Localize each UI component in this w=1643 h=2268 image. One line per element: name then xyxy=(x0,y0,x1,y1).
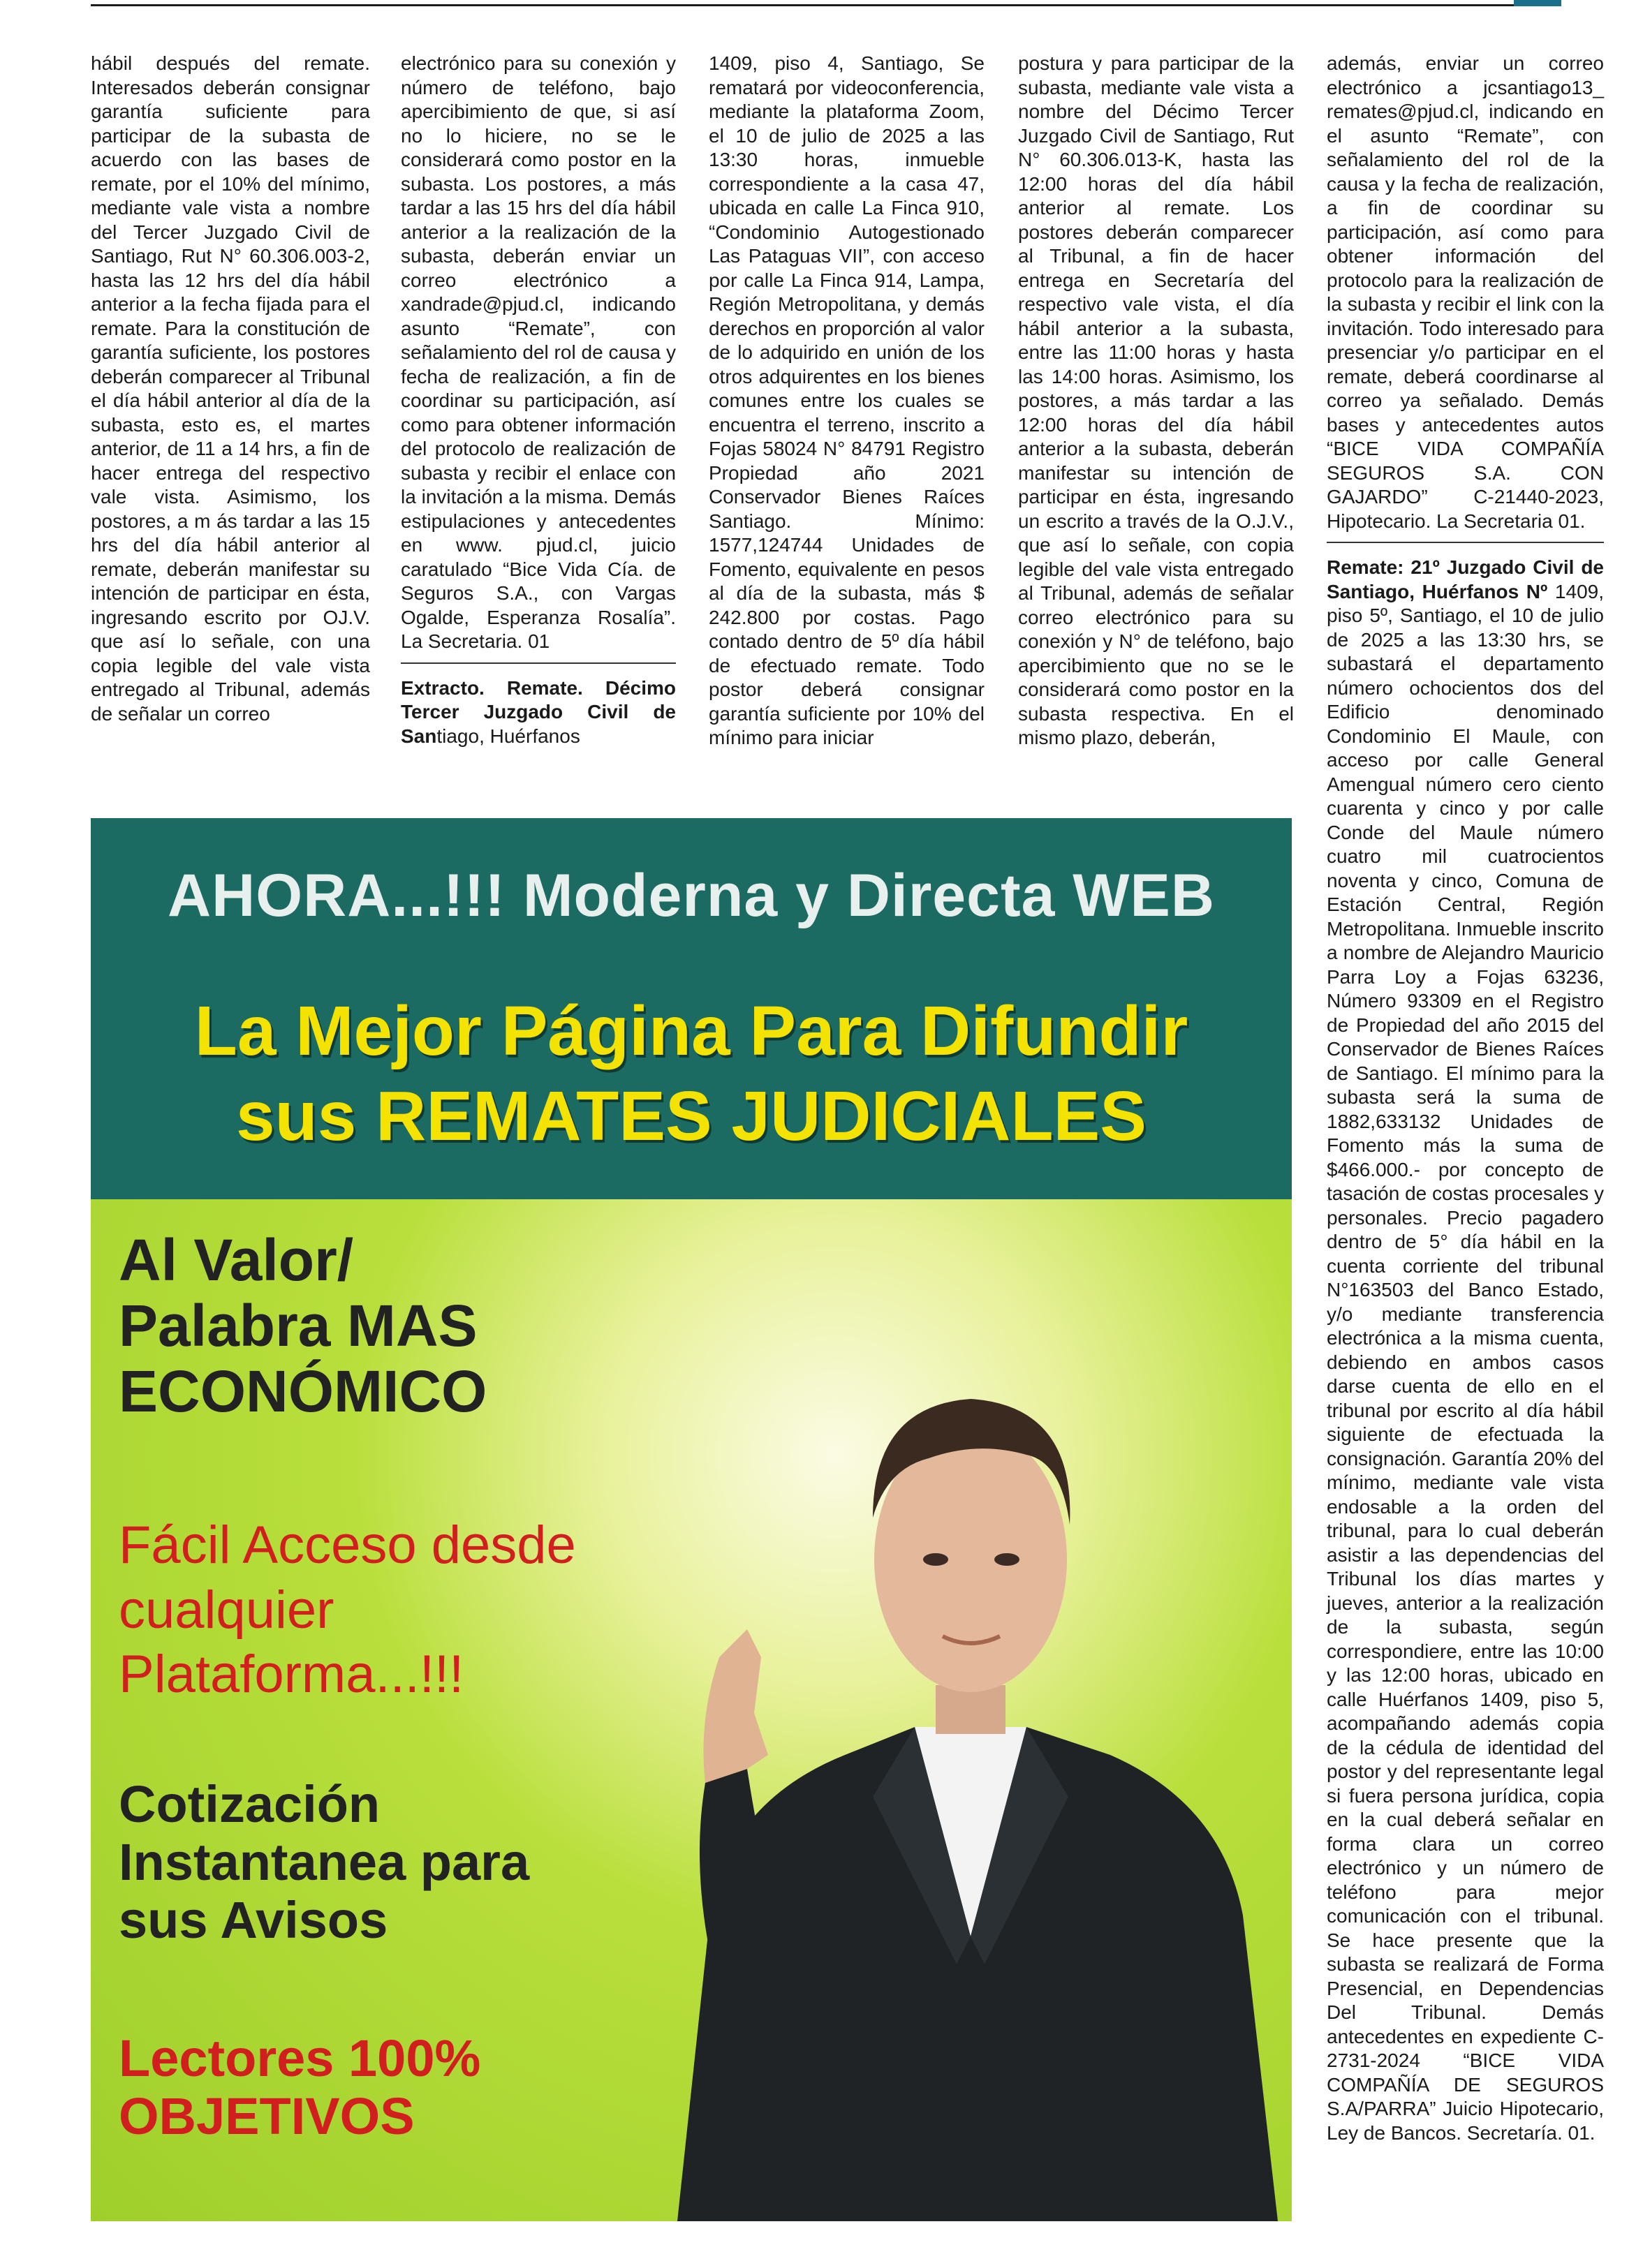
column-5 xyxy=(1327,52,1604,2145)
ad-price-line-1: Al Valor/ xyxy=(119,1227,354,1293)
notice-divider xyxy=(401,662,676,664)
notice-divider xyxy=(1327,542,1604,543)
ad-quote-line-3: sus Avisos xyxy=(119,1890,388,1949)
ad-body-panel xyxy=(91,1199,1292,2221)
column-2-text: electrónico para su conexión y número de teléfono, bajo apercibimiento de que, si así no lo hiciere, no se le considerará como postor en la subasta. Los postores, a más tardar a las 15 hrs del día hábil anterior a la realización de la subasta, deberán enviar un correo electrónico a xandrade@pjud.cl, indicando asunto “Remate”, con señalamiento del rol de causa y fecha de realización, a fin de coordinar su participación, así como para obtener información del protocolo de realización de subasta y recibir el enlace con la invitación a la misma. Demás estipulaciones y antecedentes en www. pjud.cl, juicio caratulado “Bice Vida Cía. de Seguros S.A., con Vargas Ogalde, Esperanza Rosalía”. La Secretaria. 01 xyxy=(401,52,676,652)
ad-access-line-1: Fácil Acceso desde xyxy=(119,1515,576,1575)
businessman-photo xyxy=(663,1266,1278,2221)
ad-access-claim xyxy=(119,1513,576,1707)
ad-readers-line-1: Lectores 100% xyxy=(119,2029,481,2087)
notice-3-heading: Remate: 21º Juzgado Civil de Santiago, Huérfanos Nº xyxy=(1327,556,1604,602)
ad-headline-2: sus REMATES JUDICIALES xyxy=(236,1077,1147,1155)
column-4-text: postura y para participar de la subasta, mediante vale vista a nombre del Décimo Tercer Juzgado Civil de Santiago, Rut N° 60.306.013-K, hasta las 12:00 horas del día hábil anterior al remate. Los postores deberán comparecer al Tribunal, a fin de hacer entrega en Secretaría del respectivo vale vista, el día hábil anterior a la subasta, entre las 11:00 horas y hasta las 14:00 horas. Asimismo, los postores, a más tardar a las 12:00 horas del día hábil anterior a la subasta, deberán manifestar su intención de participar en ésta, ingresando un escrito a través de la O.J.V., que así lo señale, con copia legible del vale vista entregado al Tribunal, además de señalar correo electrónico para su conexión y N° de teléfono, bajo apercibimiento que no se le considerará como postor en la subasta respectiva. En el mismo plazo, deberán, xyxy=(1018,52,1294,748)
notice-2-heading-tail: tiago, Huérfanos xyxy=(436,725,580,747)
notice-2-start xyxy=(401,676,676,749)
column-4 xyxy=(1018,52,1294,750)
ad-quote-line-2: Instantanea para xyxy=(119,1832,530,1891)
ad-quote-line-1: Cotización xyxy=(119,1775,381,1833)
ad-readers-claim xyxy=(119,2030,480,2146)
notice-3-body: 1409, piso 5º, Santiago, el 10 de julio de 2025 a las 13:30 hrs, se subastará el departamento número ochocientos dos del Edificio denominado Condominio El Maule, con acceso por calle General Amengual número cero ciento cuarenta y cinco y por calle Conde del Maule número cuatro mil cuatrocientos noventa y cinco, Comuna de Estación Central, Región Metropolitana. Inmueble inscrito a nombre de Alejandro Mauricio Parra Loy a Fojas 63236, Número 93309 en el Registro de Propiedad del año 2015 del Conservador de Bienes Raíces de Santiago. El mínimo para la subasta será la suma de 1882,633132 Unidades de Fomento más la suma de $466.000.- por concepto de tasación de costas procesales y personales. Precio pagadero dentro de 5° día hábil en la cuenta corriente del tribunal N°163503 del Banco Estado, y/o mediante transferencia electrónica a la misma cuenta, debiendo en ambos casos darse cuenta de ello en el tribunal por escrito al día hábil siguiente de efectuada la consignación. Garantía 20% del mínimo, mediante vale vista endosable a la orden del tribunal, para lo cual deberán asistir a las dependencias del Tribunal los días martes y jueves, anterior a la realización de la subasta, según correspondiere, entre las 10:00 y las 12:00 horas, ubicado en calle Huérfanos 1409, piso 5, acompañando además copia de la cédula de identidad del postor y del representante legal si fuera persona jurídica, copia en la cual deberá señalar en forma clara un correo electrónico y un número de teléfono para mejor comunicación con el tribunal. Se hace presente que la subasta se realizará de Forma Presencial, en Dependencias Del Tribunal. Demás antecedentes en expediente C-2731-2024 “BICE VIDA COMPAÑÍA DE SEGUROS S.A/PARRA” Juicio Hipotecario, Ley de Bancos. Secretaría. 01. xyxy=(1327,580,1604,2144)
column-1 xyxy=(91,52,370,726)
column-3 xyxy=(709,52,985,750)
column-5-text: además, enviar un correo electrónico a jcsantiago13_ remates@pjud.cl, indicando en el asunto “Remate”, con señalamiento del rol de la causa y la fecha de realización, a fin de coordinar su participación, así como para obtener información del protocolo para la realización de la subasta y recibir el link con la invitación. Todo interesado para presenciar y/o participar en el remate, deberá coordinarse al correo ya señalado. Demás bases y antecedentes autos “BICE VIDA COMPAÑÍA SEGUROS S.A. CON GAJARDO” C-21440-2023, Hipotecario. La Secretaria 01. xyxy=(1327,52,1604,532)
ad-price-line-3: ECONÓMICO xyxy=(119,1358,487,1425)
column-3-text: 1409, piso 4, Santiago, Se rematará por videoconferencia, mediante la plataforma Zoom, el 10 de julio de 2025 a las 13:30 horas, inmueble correspondiente a la casa 47, ubicada en calle La Finca 910, “Condominio Autogestionado Las Pataguas VII”, con acceso por calle La Finca 914, Lampa, Región Metropolitana, y demás derechos en proporción al valor de lo adquirido en unión de los otros adquirentes en los bienes comunes entre los cuales se encuentra el terreno, inscrito a Fojas 58024 N° 84791 Registro Propiedad año 2021 Conservador Bienes Raíces Santiago. Mínimo: 1577,124744 Unidades de Fomento, equivalente en pesos al día de la subasta, más $ 242.800 por costas. Pago contado dentro de 5º día hábil de efectuado remate. Todo postor deberá consignar garantía suficiente por 10% del mínimo para iniciar xyxy=(709,52,985,748)
notice-3 xyxy=(1327,556,1604,2145)
ad-price-claim xyxy=(119,1227,487,1424)
advertisement xyxy=(91,818,1292,2221)
ad-readers-line-2: OBJETIVOS xyxy=(119,2087,415,2145)
ad-header-panel xyxy=(91,818,1292,1199)
ad-quote-claim xyxy=(119,1776,529,1950)
column-1-text: hábil después del remate. Interesados deberán consignar garantía suficiente para participar de la subasta de acuerdo con las bases de remate, por el 10% del mínimo, mediante vale vista a nombre del Tercer Juzgado Civil de Santiago, Rut N° 60.306.003-2, hasta las 12 hrs del día hábil anterior a la fecha fijada para el remate. Para la constitución de garantía suficiente, los postores deberán comparecer al Tribunal el día hábil anterior al día de la subasta, esto es, el martes anterior, de 11 a 14 hrs, a fin de hacer entrega del respectivo vale vista. Asimismo, los postores, a m ás tardar a las 15 hrs del día hábil anterior al remate, deberán manifestar su intención de participar en ésta, ingresando escrito por OJ.V. que así lo señale, con una copia legible del vale vista entregado al Tribunal, además de señalar un correo xyxy=(91,52,370,725)
ad-price-line-2: Palabra MAS xyxy=(119,1293,478,1359)
notice-2-heading: Extracto. Remate. Décimo Tercer Juzgado Civil de San xyxy=(401,676,676,747)
top-rule xyxy=(91,0,1557,6)
ad-tagline: AHORA...!!! Moderna y Directa WEB xyxy=(168,862,1215,929)
ad-access-line-3: Plataforma...!!! xyxy=(119,1645,464,1705)
top-rule-accent xyxy=(1514,0,1561,6)
ad-headline-1: La Mejor Página Para Difundir xyxy=(194,992,1188,1070)
column-2 xyxy=(401,52,676,748)
ad-access-line-2: cualquier xyxy=(119,1580,334,1640)
